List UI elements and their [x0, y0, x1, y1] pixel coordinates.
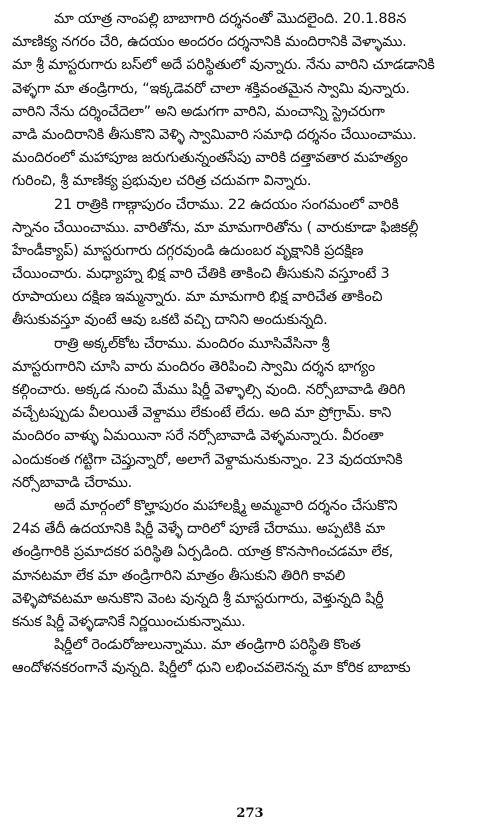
- text-line: గురించి, శ్రీ మాణిక్య ప్రభువుల చరిత్ర చదువగా విన్నారు.: [12, 173, 312, 190]
- page-number: 273: [236, 806, 264, 821]
- text-line: మందిరంలో మహాపూజ జరుగుతున్నంతసేపు వారికి దత్తావతార మహత్యం: [12, 150, 408, 167]
- text-line: అదే మార్గంలో కొల్హాపురం మహాలక్ష్మి అమ్మవారి దర్శనం చేసుకొని: [54, 497, 398, 514]
- text-line: మా యాత్ర నాంపల్లి బాబాగారి దర్శనంతో మొదలైంది. 20.1.88న: [54, 11, 407, 27]
- text-line: 24వ తేదీ ఉదయానికి షిర్డీ వెళ్ళే దారిలో పూణే చేరాము. అప్పటికి మా: [12, 521, 385, 538]
- text-line: తండ్రిగారికి ప్రమాదకర పరిస్థితి ఏర్పడింది. యాత్ర కొనసాగించడమా లేక,: [12, 544, 394, 561]
- text-line: రాత్రి అక్కల్‌కోట చేరాము. మందిరం మూసివేసినా శ్రీ: [54, 335, 330, 352]
- text-line: వచ్చేటప్పుడు వీలయితే వెళ్దాము లేకుంటే లేదు. అది మా ప్రోగ్రామ్. కాని: [12, 405, 392, 422]
- text-line: వెళ్ళిపోవటమా అనుకొని వెంట వున్నది శ్రీ మాస్టరుగారు, వెళ్తున్నది షిర్డీ: [12, 590, 384, 607]
- text-line: కనుక షిర్డీ వెళ్ళడానికే నిర్ణయించుకున్నాము.: [12, 613, 246, 630]
- text-line: షిర్డీలో రెండురోజులున్నాము. మా తండ్రిగారి పరిస్థితి కొంత: [54, 637, 361, 654]
- paragraph-4: [12, 495, 488, 634]
- paragraph-2: [12, 194, 488, 333]
- text-line: మా శ్రీ మాస్టరుగారు బస్‌లో అదే పరిస్థితులో వున్నారు. నేను వారిని చూడడానికి: [12, 57, 435, 74]
- text-line: 21 రాత్రికి గాణ్గాపురం చేరాము. 22 ఉదయం సంగమంలో వారికి: [54, 196, 399, 213]
- text-line: కల్గించారు. అక్కడ నుంచి మేము షిర్డీ వెళ్ళాల్సి వుంది. నర్సోబావాడి తిరిగి: [12, 382, 406, 398]
- text-line: వాడి మందిరానికి తీసుకొని వెళ్ళి స్వామివారి సమాధి దర్శనం చేయించాము.: [12, 126, 417, 143]
- text-line: ఆందోళనకరంగానే వున్నది. షిర్డీలో ధుని లభించవలెనన్న మా కోరిక బాబాకు: [12, 660, 411, 677]
- text-line: వెళ్ళగా మా తండ్రిగారు, “ఇక్కడెవరో చాలా శక్తివంతమైన స్వామి వున్నారు.: [12, 80, 410, 97]
- text-line: వారిని నేను దర్శించేదెలా” అని అడుగగా వారిని, మంచాన్ని స్ట్రెచరుగా: [12, 103, 385, 120]
- text-line: తీసుకువస్తూ వుంటే ఆవు ఒకటి వచ్చి దానిని అందుకున్నది.: [12, 312, 328, 329]
- text-line: మందిరం వాళ్ళు ఏమయినా సరే నర్సోబావాడి వెళ్ళమన్నారు. వీరంతా: [12, 428, 384, 445]
- text-line: రూపాయలు దక్షిణ ఇమ్మన్నారు. మా మామగారి భిక్ష వారిచేత తాకించి: [12, 289, 383, 306]
- paragraph-1: [12, 8, 488, 194]
- text-line: ఎందుకంత గట్టిగా చెప్తున్నారో, అలాగే వెళ్దామనుకున్నాం. 23 వుదయానికి: [12, 451, 403, 468]
- text-line: మాస్టరుగారిని చూసి వారు మందిరం తెరిపించి స్వామి దర్శన భాగ్యం: [12, 358, 375, 375]
- text-line: స్నానం చేయించాము. వారితోను, మా మామగారితోను ( వారుకూడా ఫిజికల్లీ: [12, 219, 419, 236]
- text-line: మాణిక్య నగరం చేరి, ఉదయం అందరం దర్శనానికి మందిరానికి వెళ్ళాము.: [12, 34, 407, 51]
- text-line: చేయించారు. మధ్యాహ్న భిక్ష వారి చేతికి తాకించి తీసుకుని వస్తూంటే 3: [12, 266, 390, 283]
- paragraph-5: [12, 634, 488, 680]
- text-line: నర్సోబావాడి చేరాము.: [12, 474, 133, 491]
- text-line: హేండీక్యాప్) మాస్టరుగారు దగ్గరవుండి ఉదుంబర వృక్షానికి ప్రదక్షిణ: [12, 242, 364, 259]
- text-line: మానటమా లేక మా తండ్రిగారిని మాత్రం తీసుకుని తిరిగి కావలి: [12, 567, 346, 584]
- paragraph-3: [12, 333, 488, 495]
